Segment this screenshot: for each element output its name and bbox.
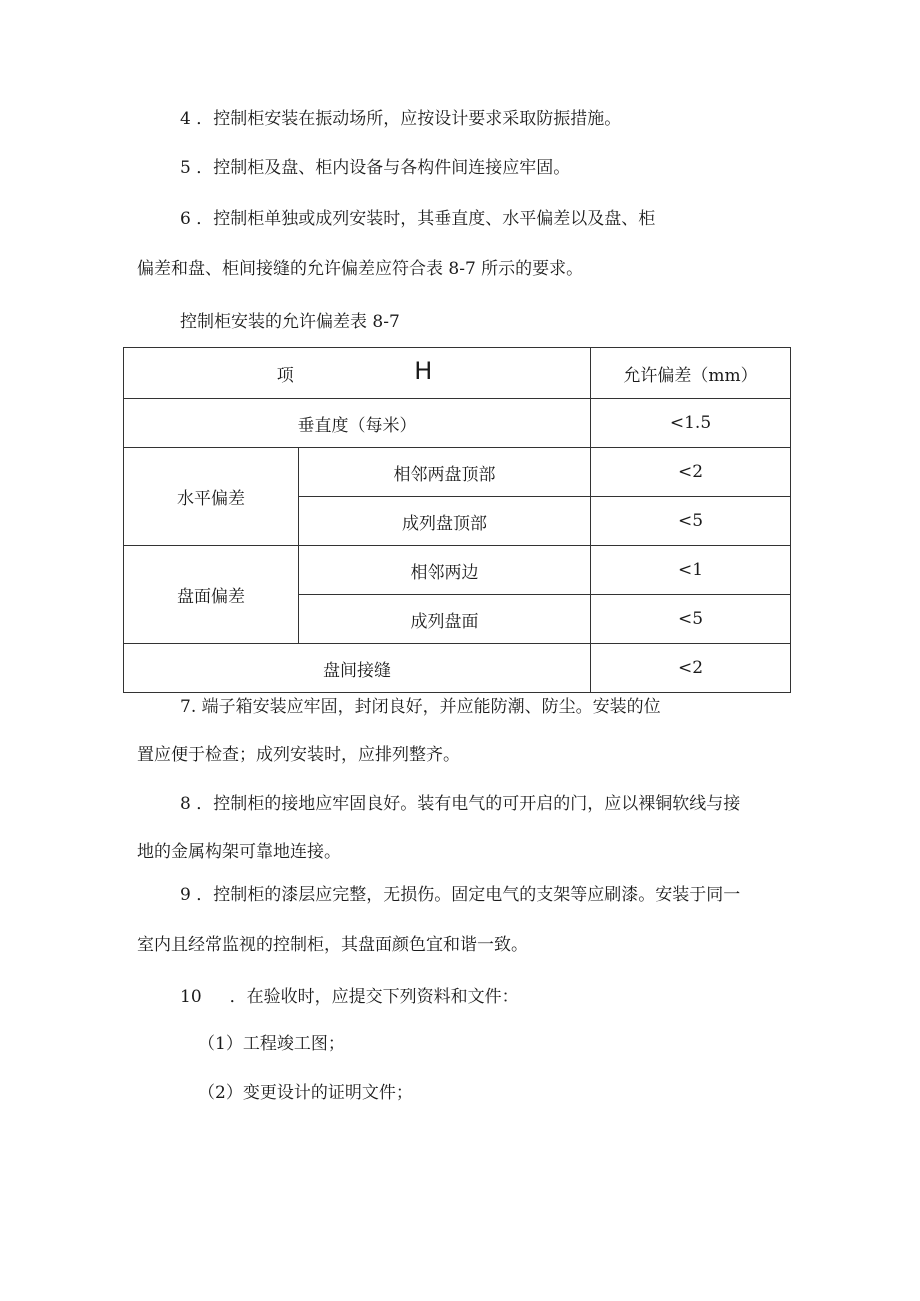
table-header-row	[124, 348, 791, 399]
row-s1-label: 相邻两边	[299, 546, 591, 595]
paragraph-8-line-2: 地的金属构架可靠地连接。	[137, 842, 341, 862]
row-joint-label: 盘间接缝	[124, 644, 591, 693]
table-caption: 控制柜安装的允许偏差表 8-7	[180, 312, 400, 332]
paragraph-5: 5 ．控制柜及盘、柜内设备与各构件间连接应牢固。	[180, 158, 571, 178]
paragraph-9-line-1: 9 ．控制柜的漆层应完整，无损伤。固定电气的支架等应刷漆。安装于同一	[180, 885, 741, 905]
header-item: 项	[276, 366, 294, 386]
header-tolerance: 允许偏差（mm）	[591, 348, 791, 399]
paragraph-4: 4 ．控制柜安装在振动场所，应按设计要求采取防振措施。	[180, 109, 622, 129]
row-s1-value: <1	[591, 546, 791, 595]
paragraph-7-line-1: 7. 端子箱安装应牢固，封闭良好，并应能防潮、防尘。安装的位	[180, 697, 661, 717]
row-h1-label: 相邻两盘顶部	[299, 448, 591, 497]
tolerance-table	[123, 347, 791, 693]
paragraph-7-line-2: 置应便于检查；成列安装时，应排列整齐。	[137, 745, 460, 765]
list-item-1: （1）工程竣工图；	[198, 1034, 345, 1054]
paragraph-8-line-1: 8 ．控制柜的接地应牢固良好。装有电气的可开启的门，应以裸铜软线与接	[180, 794, 741, 814]
paragraph-10-text: ．在验收时，应提交下列资料和文件：	[229, 987, 519, 1007]
header-item-cell	[124, 348, 591, 399]
row-h2-value: <5	[591, 497, 791, 546]
row-h1-value: <2	[591, 448, 791, 497]
paragraph-10	[180, 985, 519, 1009]
row-s2-value: <5	[591, 595, 791, 644]
header-letter: H	[414, 357, 433, 385]
group-horizontal: 水平偏差	[124, 448, 299, 546]
row-joint-value: <2	[591, 644, 791, 693]
row-h2-label: 成列盘顶部	[299, 497, 591, 546]
paragraph-6-line-2: 偏差和盘、柜间接缝的允许偏差应符合表 8-7 所示的要求。	[137, 259, 584, 279]
table-row	[124, 399, 791, 448]
row-vertical-label: 垂直度（每米）	[124, 399, 591, 448]
paragraph-10-number: 10	[180, 987, 202, 1007]
list-item-2: （2）变更设计的证明文件；	[198, 1083, 413, 1103]
paragraph-6-line-1: 6 ．控制柜单独或成列安装时，其垂直度、水平偏差以及盘、柜	[180, 209, 656, 229]
table-row	[124, 644, 791, 693]
paragraph-9-line-2: 室内且经常监视的控制柜，其盘面颜色宜和谐一致。	[137, 935, 528, 955]
group-surface: 盘面偏差	[124, 546, 299, 644]
table-row	[124, 448, 791, 497]
table-row	[124, 546, 791, 595]
row-vertical-value: <1.5	[591, 399, 791, 448]
row-s2-label: 成列盘面	[299, 595, 591, 644]
